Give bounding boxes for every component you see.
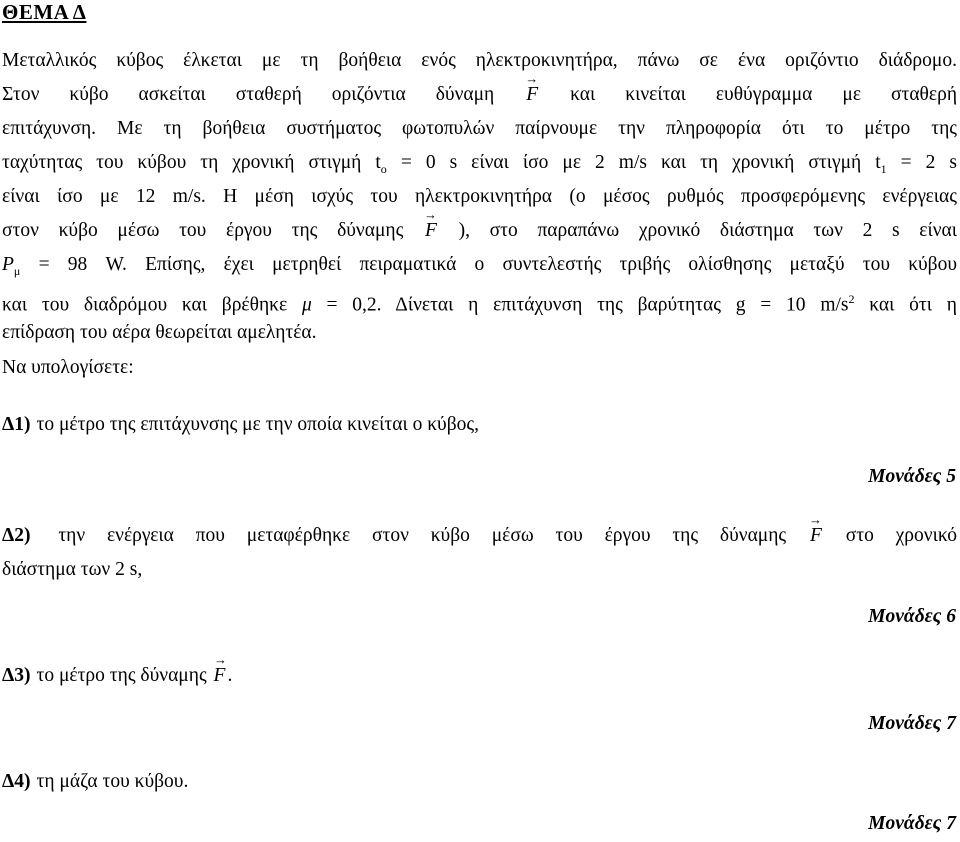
problem-line: επιτάχυνση. Με τη βοήθεια συστήματος φωτοπυλών παίρνουμε την πληροφορία ότι το μέτρο της — [2, 118, 957, 139]
question-d1: Δ1) το μέτρο της επιτάχυνσης με την οποία κινείται ο κύβος, — [2, 414, 479, 435]
problem-line: Μεταλλικός κύβος έλκεται με τη βοήθεια ενός ηλεκτροκινητήρα, πάνω σε ένα οριζόντιο διάδρομο. — [2, 50, 957, 71]
question-d2: Δ2) την ενέργεια που μεταφέρθηκε στον κύβο μέσω του έργου της δύναμης → F στο χρονικό διάστημα των 2 s, — [2, 512, 958, 580]
marks-d3: Μονάδες 7 — [868, 713, 956, 734]
force-vector: → F — [808, 512, 822, 546]
problem-line: είναι ίσο με 12 m/s. Η μέση ισχύς του ηλεκτροκινητήρα (ο μέσος ρυθμός προσφερόμενης ενέργειας — [2, 186, 957, 207]
problem-line: στον κύβο μέσω του έργου της δύναμης → F ), στο παραπάνω χρονικό διάστημα των 2 s είναι — [2, 214, 957, 248]
problem-line: ταχύτητας του κύβου τη χρονική στιγμή $t_o = 0$ s είναι ίσο με 2 m/s και τη χρονική στιγμή $t_1 = 2$ s — [2, 152, 958, 176]
problem-line: επίδραση του αέρα θεωρείται αμελητέα. — [2, 322, 317, 343]
marks-d1: Μονάδες 5 — [868, 466, 956, 487]
problem-line: και του διαδρόμου και βρέθηκε μ = 0,2. Δίνεται η επιτάχυνση της βαρύτητας g = 10 $m/s^2$ και ότι η — [2, 292, 957, 316]
question-d4: Δ4) τη μάζα του κύβου. — [2, 771, 189, 792]
problem-line: Στον κύβο ασκείται σταθερή οριζόντια δύναμη → F και κινείται ευθύγραμμα με σταθερή — [2, 78, 957, 112]
instruction: Να υπολογίσετε: — [2, 357, 134, 378]
marks-d4: Μονάδες 7 — [868, 813, 956, 834]
marks-d2: Μονάδες 6 — [868, 606, 956, 627]
section-title: ΘΕΜΑ Δ — [2, 0, 87, 24]
force-vector: → F — [213, 652, 227, 686]
problem-statement — [2, 44, 957, 350]
force-vector: → F — [424, 207, 438, 241]
question-d3: Δ3) το μέτρο της δύναμης → F . — [2, 659, 957, 693]
problem-line: $P_\mu = 98$ W. Επίσης, έχει μετρηθεί πειραματικά ο συντελεστής τριβής ολίσθησης μεταξύ του κύβου — [2, 254, 958, 278]
force-vector: → F — [525, 71, 539, 105]
